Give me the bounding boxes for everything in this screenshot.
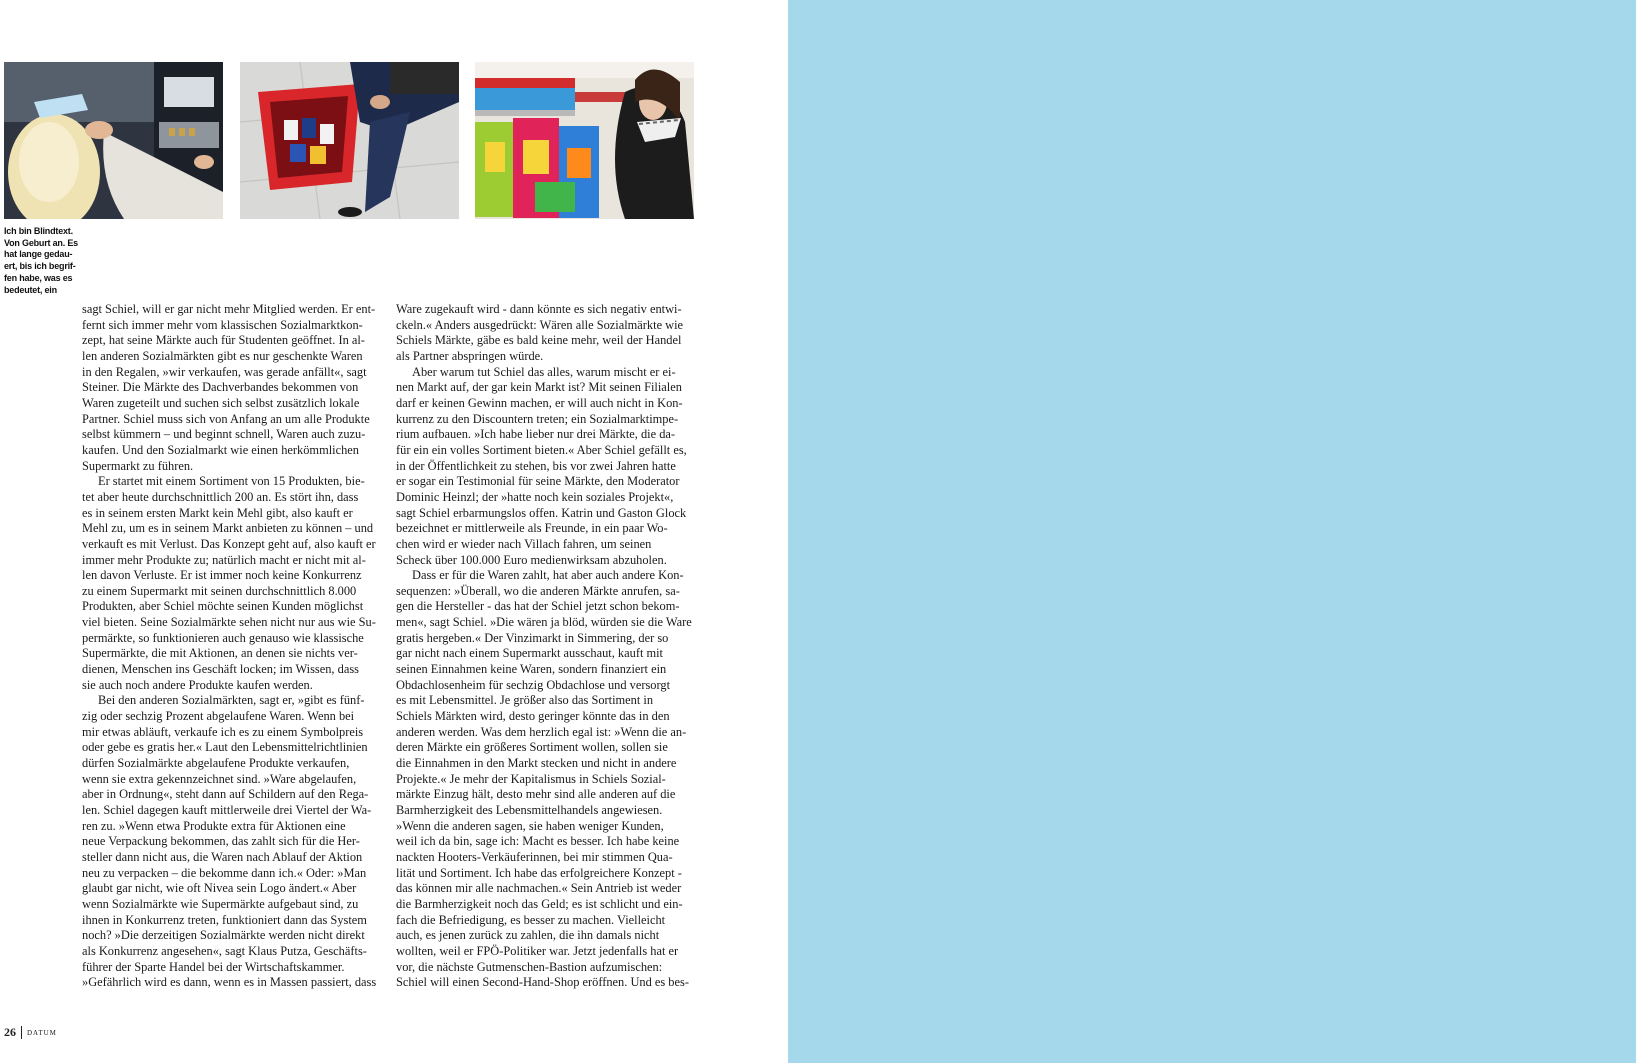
article-line: nen Markt auf, der gar kein Markt ist? Mit seinen Filialen (396, 380, 682, 395)
article-line: Ware zugekauft wird - dann könnte es sich negativ entwi- (396, 302, 682, 316)
article-line: Waren zugeteilt und suchen sich selbst zusätzlich lokale (82, 395, 360, 410)
article-line: Bei den anderen Sozialmärkten, sagt er, »gibt es fünf- (98, 693, 365, 708)
article-line: sagt Schiel, will er gar nicht mehr Mitglied werden. Er ent- (82, 302, 376, 316)
article-line: chen wird er wieder nach Villach fahren, um seinen (396, 536, 652, 551)
photo-shopping-basket (240, 62, 459, 219)
article-line: len. Schiel dagegen kauft mittlerweile drei Viertel der Wa- (82, 803, 372, 817)
article-line: nackten Hooters-Verkäuferinnen, bei mir stimmen Qua- (396, 849, 673, 864)
caption-line: bedeutet, ein (4, 284, 57, 295)
article-line: Partner. Schiel muss sich von Anfang an um alle Produkte (82, 411, 370, 426)
article-line: »Gefährlich wird es dann, wenn es in Massen passiert, dass (82, 975, 377, 990)
article-line: wenn Sozialmärkte wie Supermärkte aufgebaut sind, zu (82, 896, 359, 911)
article-line: gar nicht nach einem Supermarkt ausschaut, kauft mit (396, 646, 664, 661)
article-line: sie auch noch andere Produkte kaufen werden. (82, 677, 313, 692)
article-line: Supermarkt zu führen. (82, 458, 194, 473)
magazine-name: DATUM (27, 1028, 57, 1037)
article-line: es in seinem ersten Markt kein Mehl gibt, also kauft er (82, 505, 353, 520)
article-line: Supermärkte, die mit Aktionen, an denen sie nichts ver- (82, 646, 358, 661)
caption-line: fen habe, was es (4, 272, 73, 283)
article-line: seinen Einnahmen keine Waren, sondern finanziert ein (396, 662, 667, 677)
article-line: Schiels Märkte, gäbe es bald keine mehr, weil der Handel (396, 333, 682, 348)
article-line: wollten, weil er FPÖ-Politiker war. Jetzt jedenfalls hat er (396, 943, 679, 958)
article-line: in der Öffentlichkeit zu stehen, bis vor zwei Jahren hatte (396, 458, 676, 473)
article-line: dienen, Menschen ins Geschäft locken; im Wissen, dass (82, 662, 359, 677)
article-line: »Wenn die anderen sagen, sie haben weniger Kunden, (396, 818, 664, 833)
article-line: führer der Sparte Handel bei der Wirtschaftskammer. (82, 959, 345, 974)
caption-line: ert, bis ich begrif- (4, 261, 76, 272)
article-line: len anderen Sozialmärkten gibt es nur geschenkte Waren (82, 348, 363, 363)
article-line: ckeln.« Anders ausgedrückt: Wären alle Sozialmärkte wie (396, 317, 684, 332)
article-line: vor, die nächste Gutmenschen-Bastion aufzumischen: (396, 959, 663, 974)
article-line: kurrenz zu den Discountern treten; ein Sozialmarktimpe- (396, 411, 679, 426)
article-line: Dass er für die Waren zahlt, hat aber auch andere Kon- (412, 568, 684, 583)
article-line: in den Regalen, »wir verkaufen, was gerade anfällt«, sagt (82, 364, 367, 379)
caption-line: hat lange gedau- (4, 249, 73, 260)
article-line: len davon Verluste. Er ist immer noch keine Konkurrenz (82, 568, 362, 583)
caption-line: Von Geburt an. Es (4, 237, 78, 248)
article-line: darf er keinen Gewinn machen, er will auch nicht in Kon- (396, 395, 683, 410)
article-line: verkauft es mit Verlust. Das Konzept geht auf, also kauft er (82, 536, 376, 551)
article-line: als Konkurrenz angesehen«, sagt Klaus Putza, Geschäfts- (82, 943, 367, 958)
article-line: dürfen Sozialmärkte abgelaufene Produkte verkaufen, (82, 756, 350, 771)
article-line: das können mir alle nachmachen.« Sein Antrieb ist weder (396, 881, 682, 896)
article-line: zig oder sechzig Prozent abgelaufene Waren. Wenn bei (82, 709, 355, 724)
page-number: 26 (4, 1025, 16, 1039)
article-line: tet aber heute durchschnittlich 200 an. Es stört ihn, dass (82, 489, 359, 504)
photo-shop-shelf-image (475, 62, 694, 219)
article-line: kaufen. Und den Sozialmarkt wie einen herkömmlichen (82, 442, 359, 457)
caption-line: Ich bin Blindtext. (4, 226, 73, 236)
article-line: Dominic Heinzl; der »hatte noch kein soziales Projekt«, (396, 489, 674, 504)
article-line: noch? »Die derzeitigen Sozialmärkte werden nicht direkt (82, 928, 365, 943)
article-line: immer mehr Produkte zu; natürlich macht er nicht mit al- (82, 552, 366, 567)
article-line: viel bieten. Seine Sozialmärkte sehen nicht nur aus wie Su- (82, 615, 376, 630)
article-line: Er startet mit einem Sortiment von 15 Produkten, bie- (98, 474, 365, 489)
article-line: glaubt gar nicht, wie oft Nivea sein Logo ändert.« Aber (82, 881, 357, 896)
article-line: oder gebe es gratis her.« Laut den Lebensmittelrichtlinien (82, 740, 368, 755)
article-line: gen die Hersteller - das hat der Schiel jetzt schon bekom- (396, 599, 680, 614)
article-line: wenn sie extra gekennzeichnet sind. »Ware abgelaufen, (82, 771, 357, 786)
page-footer (4, 1025, 57, 1040)
article-line: fach die Befriedigung, es besser zu machen. Vielleicht (396, 912, 666, 927)
article-line: ihnen in Konkurrenz treten, funktioniert dann das System (82, 912, 367, 927)
photo-shop-shelf (475, 62, 694, 219)
article-line: Scheck über 100.000 Euro medienwirksam abzuholen. (396, 552, 667, 567)
article-line: selbst kümmern – und beginnt schnell, Waren auch zuzu- (82, 427, 366, 442)
article-line: märkte Einzug hält, desto mehr sind alle anderen auf die (396, 787, 676, 802)
article-line: gratis hergeben.« Der Vinzimarkt in Simmering, der so (396, 630, 669, 645)
article-line: men«, sagt Schiel. »Die wären ja blöd, würden sie die Ware (396, 615, 692, 630)
article-line: Schiels Märkten wird, desto geringer könnte das in den (396, 709, 670, 724)
article-line: lität und Sortiment. Ich habe das erfolgreichere Konzept - (396, 865, 682, 880)
article-line: sequenzen: »Überall, wo die anderen Märkte anrufen, sa- (396, 583, 680, 598)
article-column-2 (396, 302, 704, 991)
article-line: es mit Lebensmittel. Je größer also das Sortiment in (396, 693, 654, 708)
photo-cash-payment-image (4, 62, 223, 219)
article-line: fernt sich immer mehr vom klassischen Sozialmarktkon- (82, 317, 363, 332)
article-line: sagt Schiel erbarmungslos offen. Katrin und Gaston Glock (396, 505, 687, 520)
article-line: ren zu. »Wenn etwa Produkte extra für Aktionen eine (82, 818, 346, 833)
article-line: für ein ein volles Sortiment bieten.« Aber Schiel gefällt es, (396, 442, 687, 457)
folio-divider (21, 1026, 22, 1039)
article-line: die Einnahmen in den Markt stecken und nicht in andere (396, 756, 677, 771)
left-page (0, 0, 788, 1063)
article-line: steller dann nicht aus, die Waren nach Ablauf der Aktion (82, 849, 363, 864)
article-line: Mehl zu, um es in seinem Markt anbieten zu können – und (82, 521, 374, 536)
article-line: neue Verpackung bekommen, das zahlt sich für die Her- (82, 834, 360, 849)
photo-caption (4, 226, 76, 296)
article-line: bezeichnet er mittlerweile als Freunde, in ein paar Wo- (396, 521, 668, 536)
article-line: deren Märkte ein größeres Sortiment wollen, sollen sie (396, 740, 668, 755)
article-line: die Barmherzigkeit noch das Geld; es ist schlicht und ein- (396, 896, 683, 911)
article-line: neu zu verpacken – die bekomme dann ich.« Oder: »Man (82, 865, 367, 880)
article-column-1 (82, 302, 390, 991)
article-line: Schiel will einen Second-Hand-Shop eröffnen. Und es bes- (396, 975, 689, 990)
article-line: Obdachlosenheim für sechzig Obdachlose und versorgt (396, 677, 671, 692)
article-line: weil ich da bin, sage ich: Macht es besser. Ich habe keine (396, 834, 680, 849)
article-line: er sogar ein Testimonial für seine Märkte, den Moderator (396, 474, 680, 489)
article-line: Projekte.« Je mehr der Kapitalismus in Schiels Sozial- (396, 771, 666, 786)
article-line: mir etwas abläuft, verkaufe ich es zu einem Symbolpreis (82, 724, 364, 739)
article-line: anderen werden. Was dem herzlich egal ist: »Wenn die an- (396, 724, 687, 739)
article-line: auch, es jenen zurück zu zahlen, die ihn damals nicht (396, 928, 660, 943)
article-line: Steiner. Die Märkte des Dachverbandes bekommen von (82, 380, 359, 395)
article-line: als Partner abspringen würde. (396, 348, 544, 363)
article-line: zu einem Supermarkt mit seinen durchschnittlich 8.000 (82, 583, 357, 598)
article-line: zept, hat seine Märkte auch für Studenten geöffnet. In al- (82, 333, 365, 348)
article-line: Produkten, aber Schiel möchte seinen Kunden möglichst (82, 599, 364, 614)
right-page-color-block (788, 0, 1636, 1063)
photo-shopping-basket-image (240, 62, 459, 219)
article-line: Aber warum tut Schiel das alles, warum mischt er ei- (412, 364, 676, 379)
article-line: aber in Ordnung«, steht dann auf Schildern auf den Rega- (82, 787, 369, 802)
photo-cash-payment (4, 62, 223, 219)
article-line: permärkte, so funktionieren auch genauso wie klassische (82, 630, 364, 645)
article-line: Barmherzigkeit des Lebensmittelhandels angewiesen. (396, 803, 663, 817)
article-line: rium aufbauen. »Ich habe lieber nur drei Märkte, die da- (396, 427, 676, 442)
